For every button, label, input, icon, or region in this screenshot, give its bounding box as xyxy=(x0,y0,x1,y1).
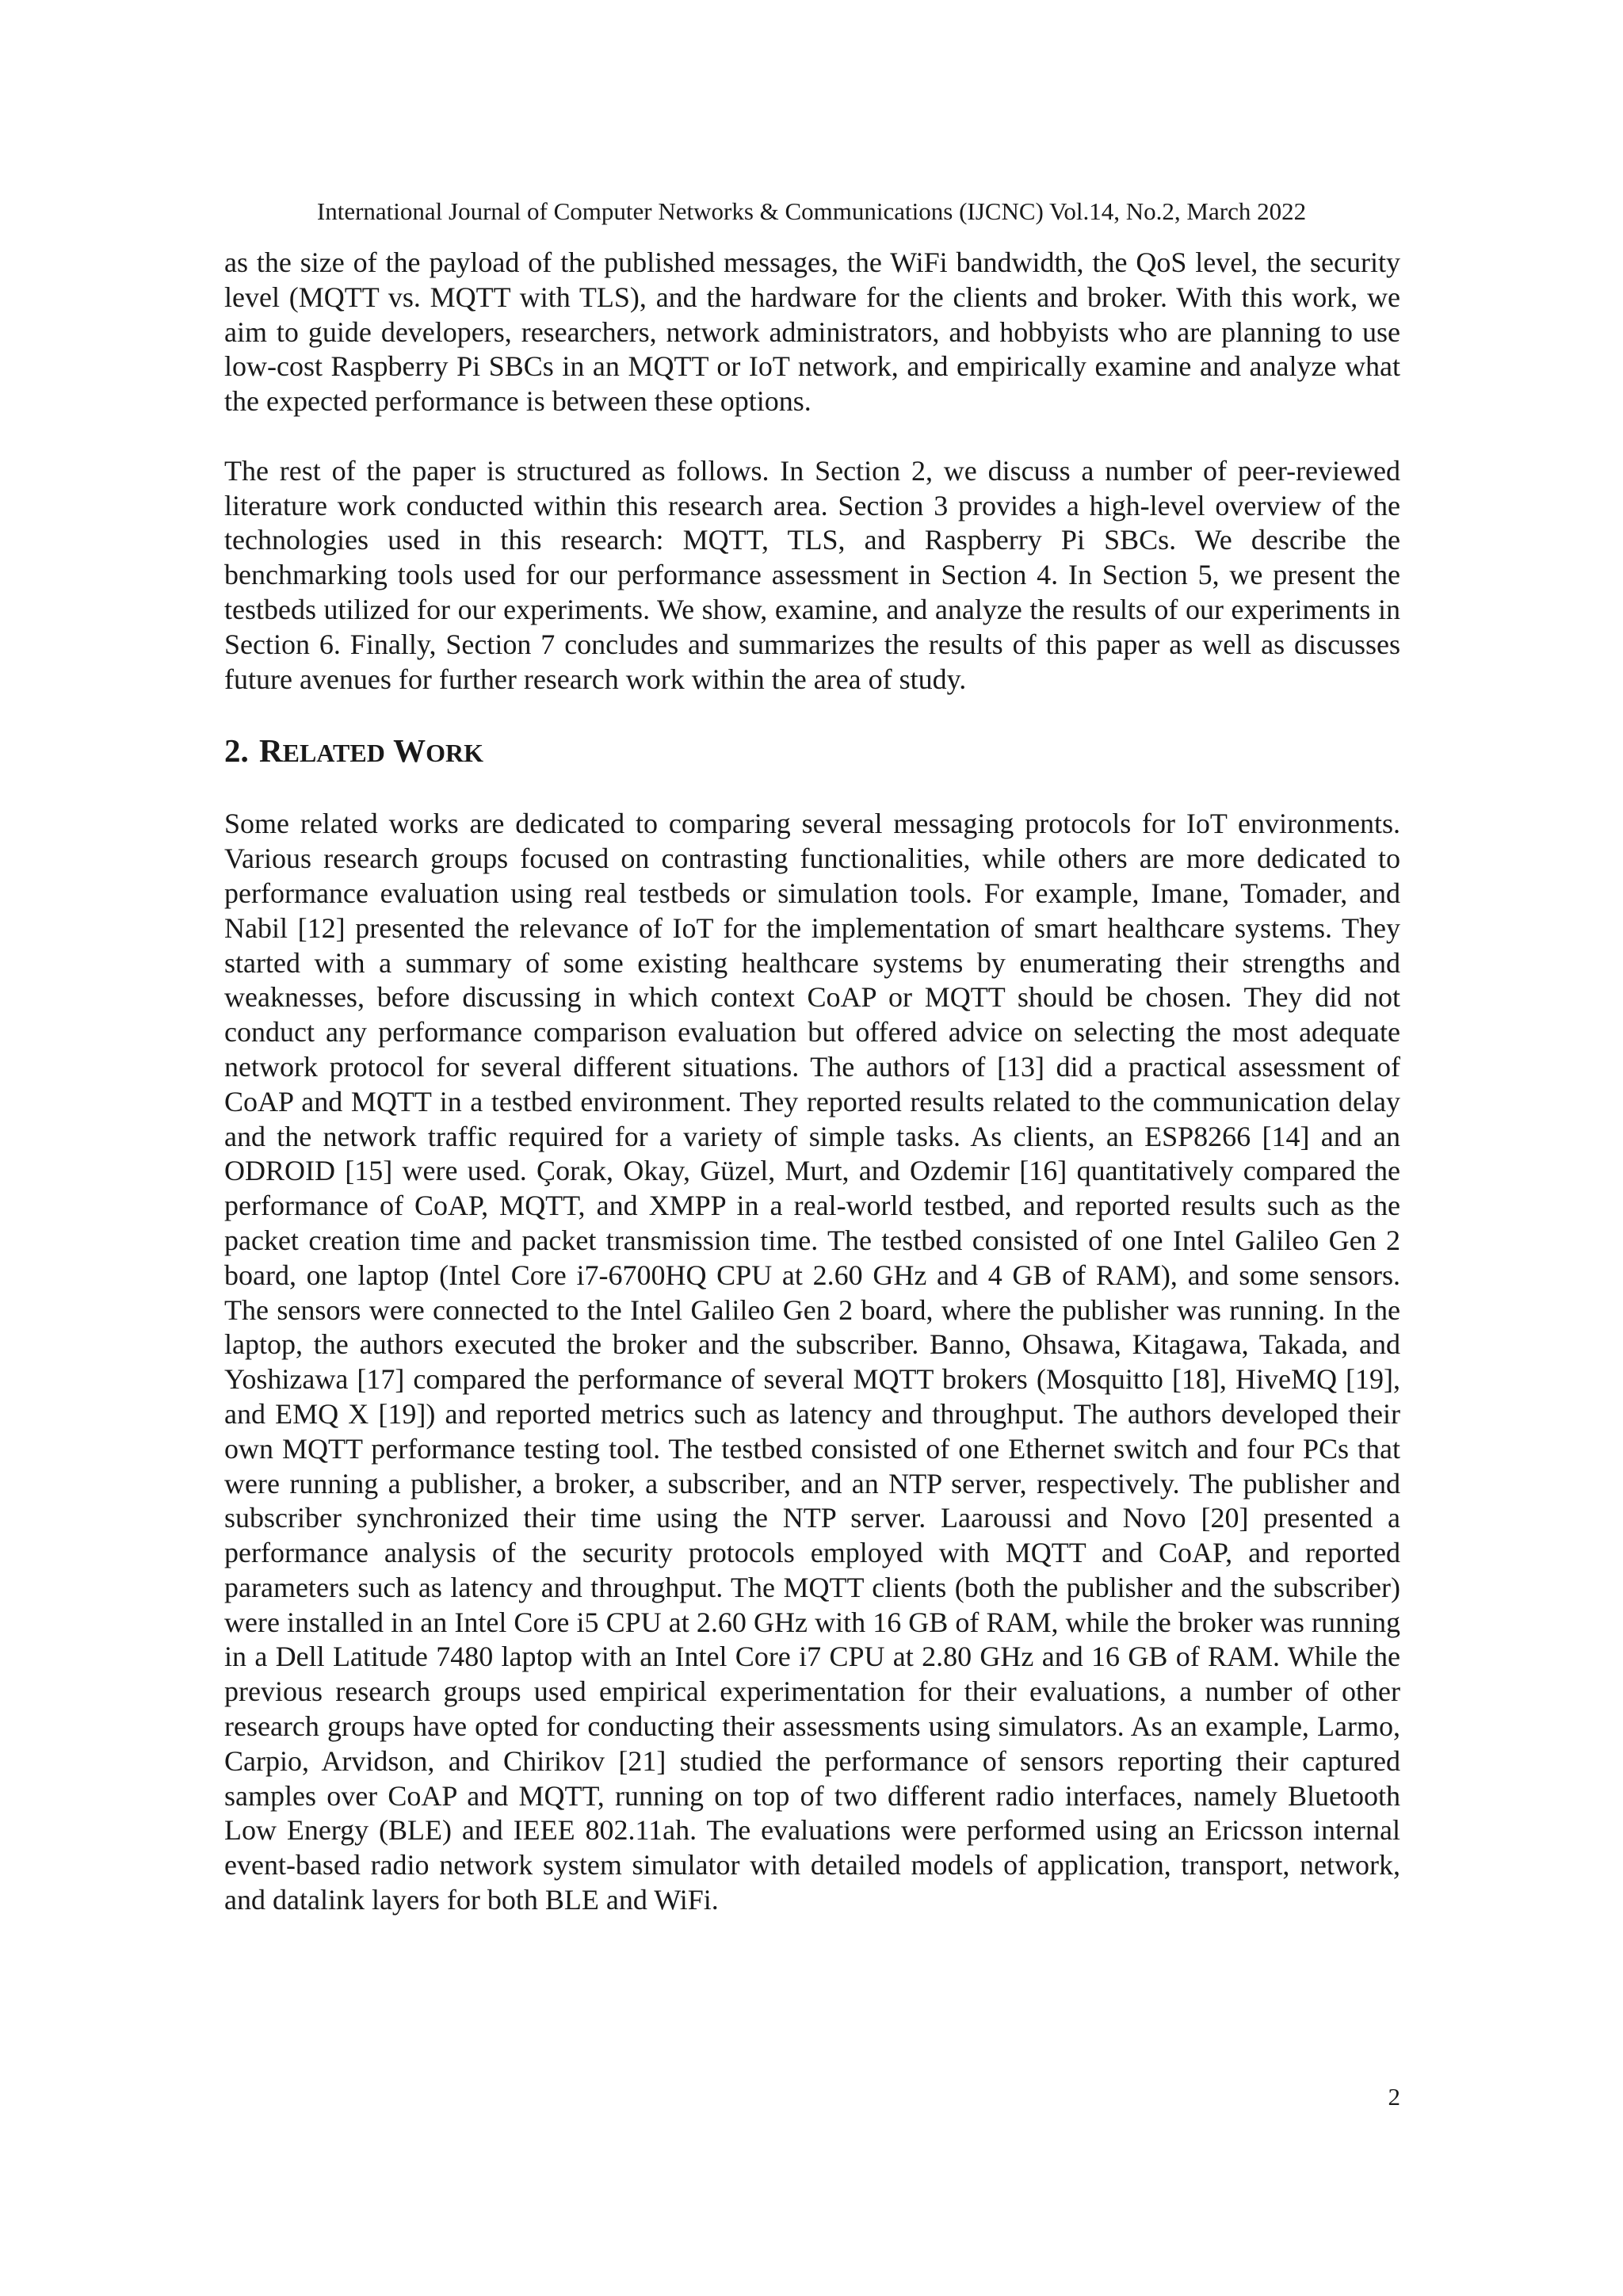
paper-structure-paragraph: The rest of the paper is structured as follows. In Section 2, we discuss a number of peer-reviewed literature work conducted within this research area. Section 3 provides a high-level overview of the technologies used in this research: MQTT, TLS, and Raspberry Pi SBCs. We describe the benchmarking tools used for our performance assessment in Section 4. In Section 5, we present the testbeds utilized for our experiments. We show, examine, and analyze the results of our experiments in Section 6. Finally, Section 7 concludes and summarizes the results of this paper as well as discusses future avenues for further research work within the area of study. xyxy=(224,454,1400,695)
related-work-paragraph: Some related works are dedicated to comparing several messaging protocols for IoT environments. Various research groups focused on contrasting functionalities, while others are more dedicated to performance evaluation using real testbeds or simulation tools. For example, Imane, Tomader, and Nabil [12] presented the relevance of IoT for the implementation of smart healthcare systems. They started with a summary of some existing healthcare systems by enumerating their strengths and weaknesses, before discussing in which context CoAP or MQTT should be chosen. They did not conduct any performance comparison evaluation but offered advice on selecting the most adequate network protocol for several different situations. The authors of [13] did a practical assessment of CoAP and MQTT in a testbed environment. They reported results related to the communication delay and the network traffic required for a variety of simple tasks. As clients, an ESP8266 [14] and an ODROID [15] were used. Çorak, Okay, Güzel, Murt, and Ozdemir [16] quantitatively compared the performance of CoAP, MQTT, and XMPP in a real-world testbed, and reported results such as the packet creation time and packet transmission time. The testbed consisted of one Intel Galileo Gen 2 board, one laptop (Intel Core i7-6700HQ CPU at 2.60 GHz and 4 GB of RAM), and some sensors. The sensors were connected to the Intel Galileo Gen 2 board, where the publisher was running. In the laptop, the authors executed the broker and the subscriber. Banno, Ohsawa, Kitagawa, Takada, and Yoshizawa [17] compared the performance of several MQTT brokers (Mosquitto [18], HiveMQ [19], and EMQ X [19]) and reported metrics such as latency and throughput. The authors developed their own MQTT performance testing tool. The testbed consisted of one Ethernet switch and four PCs that were running a publisher, a broker, a subscriber, and an NTP server, respectively. The publisher and subscriber synchronized their time using the NTP server. Laaroussi and Novo [20] presented a performance analysis of the security protocols employed with MQTT and CoAP, and reported parameters such as latency and throughput. The MQTT clients (both the publisher and the subscriber) were installed in an Intel Core i5 CPU at 2.60 GHz with 16 GB of RAM, while the broker was running in a Dell Latitude 7480 laptop with an Intel Core i7 CPU at 2.80 GHz and 16 GB of RAM. While the previous research groups used empirical experimentation for their evaluations, a number of other research groups have opted for conducting their assessments using simulators. As an example, Larmo, Carpio, Arvidson, and Chirikov [21] studied the performance of sensors reporting their captured samples over CoAP and MQTT, running on top of two different radio interfaces, namely Bluetooth Low Energy (BLE) and IEEE 802.11ah. The evaluations were performed using an Ericsson internal event-based radio network system simulator with detailed models of application, transport, network, and datalink layers for both BLE and WiFi. xyxy=(224,808,1400,1916)
section-title-rest-2: ORK xyxy=(426,739,483,768)
page-number: 2 xyxy=(1388,2083,1400,2111)
page-body xyxy=(224,246,1400,1918)
intro-paragraph-continuation: as the size of the payload of the published messages, the WiFi bandwidth, the QoS level, the security level (MQTT vs. MQTT with TLS), and the hardware for the clients and broker. With this work, we aim to guide developers, researchers, network administrators, and hobbyists who are planning to use low-cost Raspberry Pi SBCs in an MQTT or IoT network, and empirically examine and analyze what the expected performance is between these options. xyxy=(224,246,1400,418)
section-title-rest-1: ELATED xyxy=(282,739,385,768)
section-title-initial-1: R xyxy=(259,732,283,770)
running-header: International Journal of Computer Networks & Communications (IJCNC) Vol.14, No.2, March 2022 xyxy=(316,197,1307,225)
section-heading-related-work xyxy=(224,732,1400,772)
section-title-initial-2: W xyxy=(393,732,426,770)
section-number: 2. xyxy=(224,732,249,770)
